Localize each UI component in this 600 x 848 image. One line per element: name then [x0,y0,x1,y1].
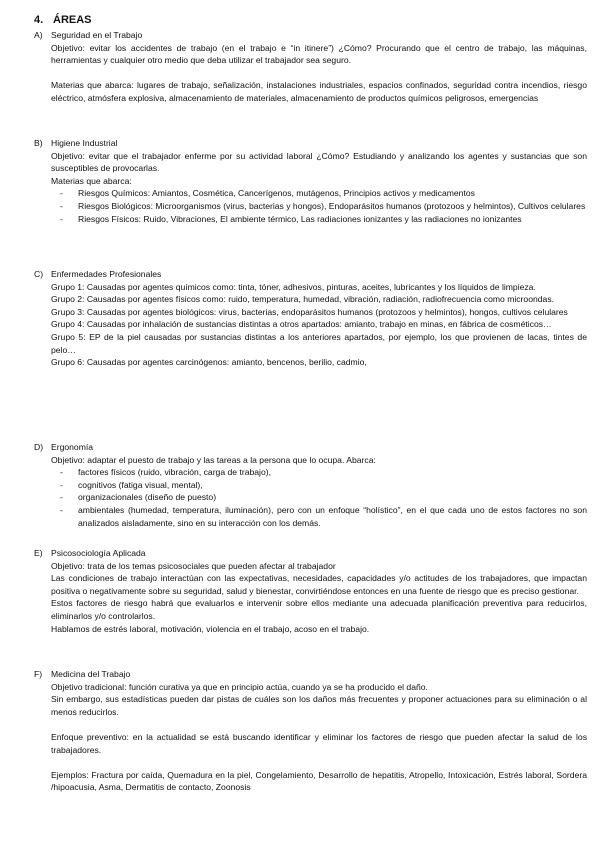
group-2: Grupo 2: Causadas por agentes físicos como: ruido, temperatura, humedad, vibración, radiación, radiofrecuencia como microondas. [51,294,554,305]
section-b-title-text: Higiene Industrial [51,138,118,148]
section-f-paragraph-2: Enfoque preventivo: en la actualidad se está buscando identificar y eliminar los factores de riesgo que pueden afectar la salud de los trabajadores. [51,731,587,755]
list-item: - ambientales (humedad, temperatura, iluminación), pero con un enfoque “holístico”, en el que cada uno de estos factores no son analizados aisladamente, sino en su interacción con los demás. [78,504,587,529]
section-f-paragraph-1: Sin embargo, sus estadísticas pueden dar pistas de cuáles son los daños más frecuentes y proponer actuaciones para su eliminación o al menos reducirlos. [51,694,587,717]
section-a [0,29,600,105]
section-b-title [0,137,600,150]
section-e-paragraph-2: Estos factores de riesgo habrá que evaluarlos e intervenir sobre ellos mediante una adecuada planificación preventiva para reducirlos, eliminarlos y/o controlarlos. [51,598,587,621]
section-d-title [0,441,600,454]
section-d-objective: Objetivo: adaptar el puesto de trabajo y las tareas a la persona que lo ocupa. Abarca: [51,454,376,465]
section-e [0,547,600,635]
section-c-title-text: Enfermedades Profesionales [51,269,162,279]
section-f-title [0,668,600,681]
group-3: Grupo 3: Causadas por agentes biológicos: virus, bacterias, endoparásitos humanos (protozoos y helmintos), hongos, cultivos celulares [51,306,568,317]
section-e-letter: E) [34,548,43,558]
section-f-letter: F) [34,669,43,679]
document-heading [34,13,92,27]
section-a-title [0,29,600,42]
section-f-paragraph-3: Ejemplos: Fractura por caída, Quemadura en la piel, Congelamiento, Desarrollo de hepatitis, Atropello, Intoxicación, Estrés laboral, Sordera /hipoacusia, Asma, Dermatitis de contacto, Zoonosis [51,769,587,793]
group-4: Grupo 4: Causadas por inhalación de sustancias distintas a otros apartados: amianto, trabajo en minas, en fábrica de cosméticos… [51,319,552,330]
section-f-title-text: Medicina del Trabajo [51,669,131,679]
section-c [0,268,600,369]
section-e-title [0,547,600,560]
section-e-objective: Objetivo: trata de los temas psicosociales que pueden afectar al trabajador [51,560,336,571]
list-item: - Riesgos Físicos: Ruido, Vibraciones, El ambiente térmico, Las radiaciones ionizantes y las radiaciones no ionizantes [78,213,587,226]
group-5: Grupo 5: EP de la piel causadas por sustancias distintas a los anteriores apartados, por ejemplo, los que provienen de lacas, tintes de pelo… [51,331,587,355]
list-item: - Riesgos Químicos: Amiantos, Cosmética, Cancerígenos, mutágenos, Principios activos y medicamentos [78,187,587,200]
section-a-objective: Objetivo: evitar los accidentes de trabajo (en el trabajo e “in itinere”) ¿Cómo? Procurando que el centro de trabajo, las máquinas, herramientas y cualquier otro medio que deba utilizar el trabajador sea seguro. [51,42,587,66]
list-item: - Riesgos Biológicos: Microorganismos (virus, bacterias y hongos), Endoparásitos humanos (protozoos y helmintos), Cultivos celulares [78,200,587,213]
section-b [0,137,600,225]
group-1: Grupo 1: Causadas por agentes químicos como: tinta, tóner, adhesivos, pinturas, aceites, lubricantes y los líquidos de limpieza. [51,281,536,292]
section-a-letter: A) [34,30,43,40]
section-a-materias: Materias que abarca: lugares de trabajo, señalización, instalaciones industriales, espacios confinados, seguridad contra incendios, riesgo eléctrico, atmósfera explosiva, almacenamiento de materiales, almacenamiento de productos químicos peligrosos, emergencias [51,80,587,103]
heading-number: 4. [34,14,44,26]
heading-title: ÁREAS [53,14,92,26]
section-c-letter: C) [34,269,44,279]
section-c-title [0,268,600,281]
section-b-letter: B) [34,138,43,148]
section-b-objective: Objetivo: evitar que el trabajador enferme por su actividad laboral ¿Cómo? Estudiando y analizando los agentes y sustancias que son susceptibles de provocarlas. [51,150,587,174]
group-6: Grupo 6: Causadas por agentes carcinógenos: amianto, bencenos, berilio, cadmio, [51,357,367,368]
section-b-materias-label: Materias que abarca: [51,175,132,186]
section-f [0,668,600,794]
section-e-paragraph-1: Las condiciones de trabajo interactúan con las expectativas, necesidades, capacidades y/o actitudes de los trabajadores, que impactan positiva o negativamente sobre su seguridad, salud y bienestar, convirtiéndose entonces en una fuente de riesgo que es preciso gestionar. [51,573,587,596]
list-item: - factores físicos (ruido, vibración, carga de trabajo), [78,466,587,479]
section-d [0,441,600,529]
section-e-paragraph-3: Hablamos de estrés laboral, motivación, violencia en el trabajo, acoso en el trabajo. [51,623,370,634]
section-f-objective: Objetivo tradicional: función curativa ya que en principio actúa, cuando ya se ha producido el daño. [51,681,428,692]
section-d-list [0,466,600,529]
section-e-title-text: Psicosociología Aplicada [51,548,146,558]
section-a-title-text: Seguridad en el Trabajo [51,30,143,40]
section-d-title-text: Ergonomía [51,442,94,452]
list-item: - organizacionales (diseño de puesto) [78,491,587,504]
section-b-list [0,187,600,225]
section-d-letter: D) [34,442,44,452]
list-item: - cognitivos (fatiga visual, mental), [78,479,587,492]
